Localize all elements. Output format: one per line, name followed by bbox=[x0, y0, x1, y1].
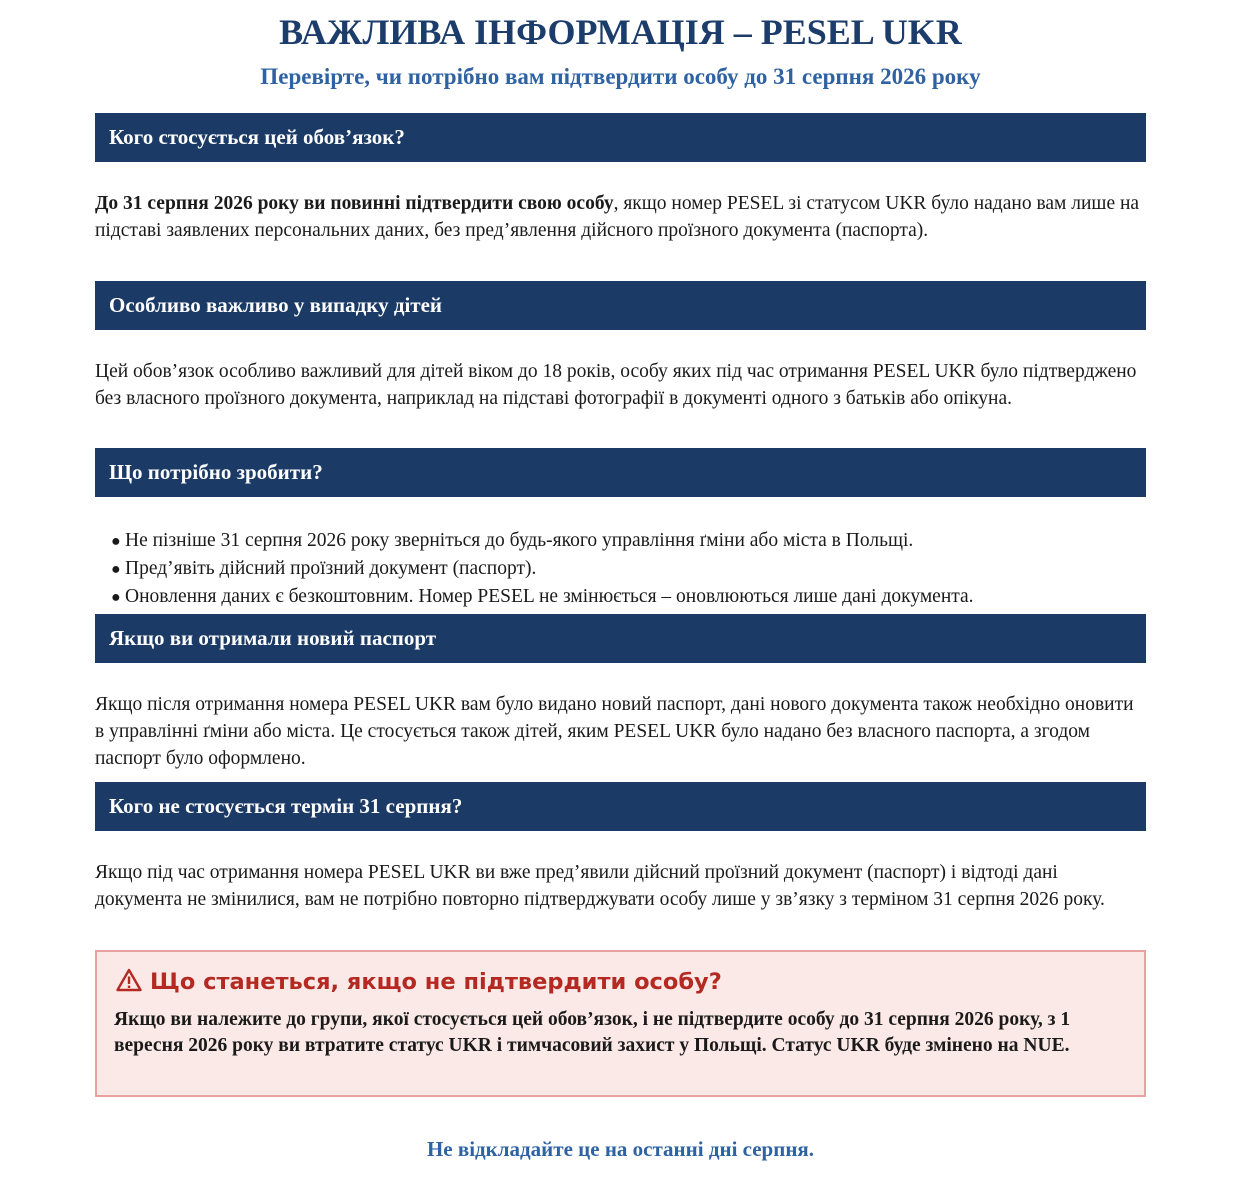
bullet-list bbox=[111, 527, 1146, 611]
warning-box bbox=[95, 950, 1146, 1097]
warning-triangle-icon bbox=[116, 968, 142, 992]
page-subtitle: Перевірте, чи потрібно вам підтвердити особу до 31 серпня 2026 року bbox=[260, 64, 981, 89]
page-title: ВАЖЛИВА ІНФОРМАЦІЯ – PESEL UKR bbox=[279, 12, 962, 52]
warning-text: Якщо ви належите до групи, якої стосується цей обов’язок, і не підтвердите особу до 31 серпня 2026 року, з 1 вересня 2026 року ви втратите статус UKR і тимчасовий захист у Польщі. Статус UKR буде змінено на NUE. bbox=[114, 1009, 1071, 1056]
list-item-text: Оновлення даних є безкоштовним. Номер PESEL не змінюється – оновлюються лише дані документа. bbox=[125, 586, 974, 607]
section-text-who-rest: , якщо номер PESEL зі статусом UKR було надано вам лише на підставі заявлених персональних даних, без пред’явлення дійсного проїзного документа (паспорта). bbox=[95, 193, 1140, 241]
list-item-text: Пред’явіть дійсний проїзний документ (паспорт). bbox=[125, 558, 537, 579]
bullet-icon: ● bbox=[111, 589, 121, 606]
list-item bbox=[111, 555, 1146, 583]
section-heading-not-affected: Кого не стосується термін 31 серпня? bbox=[95, 782, 1146, 831]
section-text-who-bold: До 31 серпня 2026 року ви повинні підтвердити свою особу bbox=[95, 193, 614, 214]
bullet-icon: ● bbox=[111, 533, 121, 550]
section-text-new-passport: Якщо після отримання номера PESEL UKR вам було видано новий паспорт, дані нового документа також необхідно оновити в управлінні ґміни або міста. Це стосується також дітей, яким PESEL UKR було надано без власного паспорта, а згодом паспорт було оформлено. bbox=[95, 694, 1134, 769]
list-item bbox=[111, 527, 1146, 555]
list-item bbox=[111, 583, 1146, 611]
bullet-icon: ● bbox=[111, 561, 121, 578]
list-item-text: Не пізніше 31 серпня 2026 року зверніться до будь-якого управління ґміни або міста в Польщі. bbox=[125, 530, 914, 551]
section-heading-who: Кого стосується цей обов’язок? bbox=[95, 113, 1146, 162]
section-heading-what-to-do: Що потрібно зробити? bbox=[95, 448, 1146, 497]
warning-title-text: Що станеться, якщо не підтвердити особу? bbox=[150, 969, 722, 995]
footer-note: Не відкладайте це на останні дні серпня. bbox=[426, 1137, 815, 1161]
section-text-not-affected: Якщо під час отримання номера PESEL UKR ви вже пред’явили дійсний проїзний документ (паспорт) і відтоді дані документа не змінилися, вам не потрібно повторно підтверджувати особу лише у зв’язку з терміном 31 серпня 2026 року. bbox=[95, 862, 1105, 910]
section-heading-new-passport: Якщо ви отримали новий паспорт bbox=[95, 614, 1146, 663]
section-heading-children: Особливо важливо у випадку дітей bbox=[95, 281, 1146, 330]
section-text-who bbox=[95, 190, 1146, 244]
section-text-children: Цей обов’язок особливо важливий для дітей віком до 18 років, особу яких під час отримання PESEL UKR було підтверджено без власного проїзного документа, наприклад на підставі фотографії в документі одного з батьків або опікуна. bbox=[95, 361, 1137, 409]
warning-title bbox=[116, 966, 722, 998]
